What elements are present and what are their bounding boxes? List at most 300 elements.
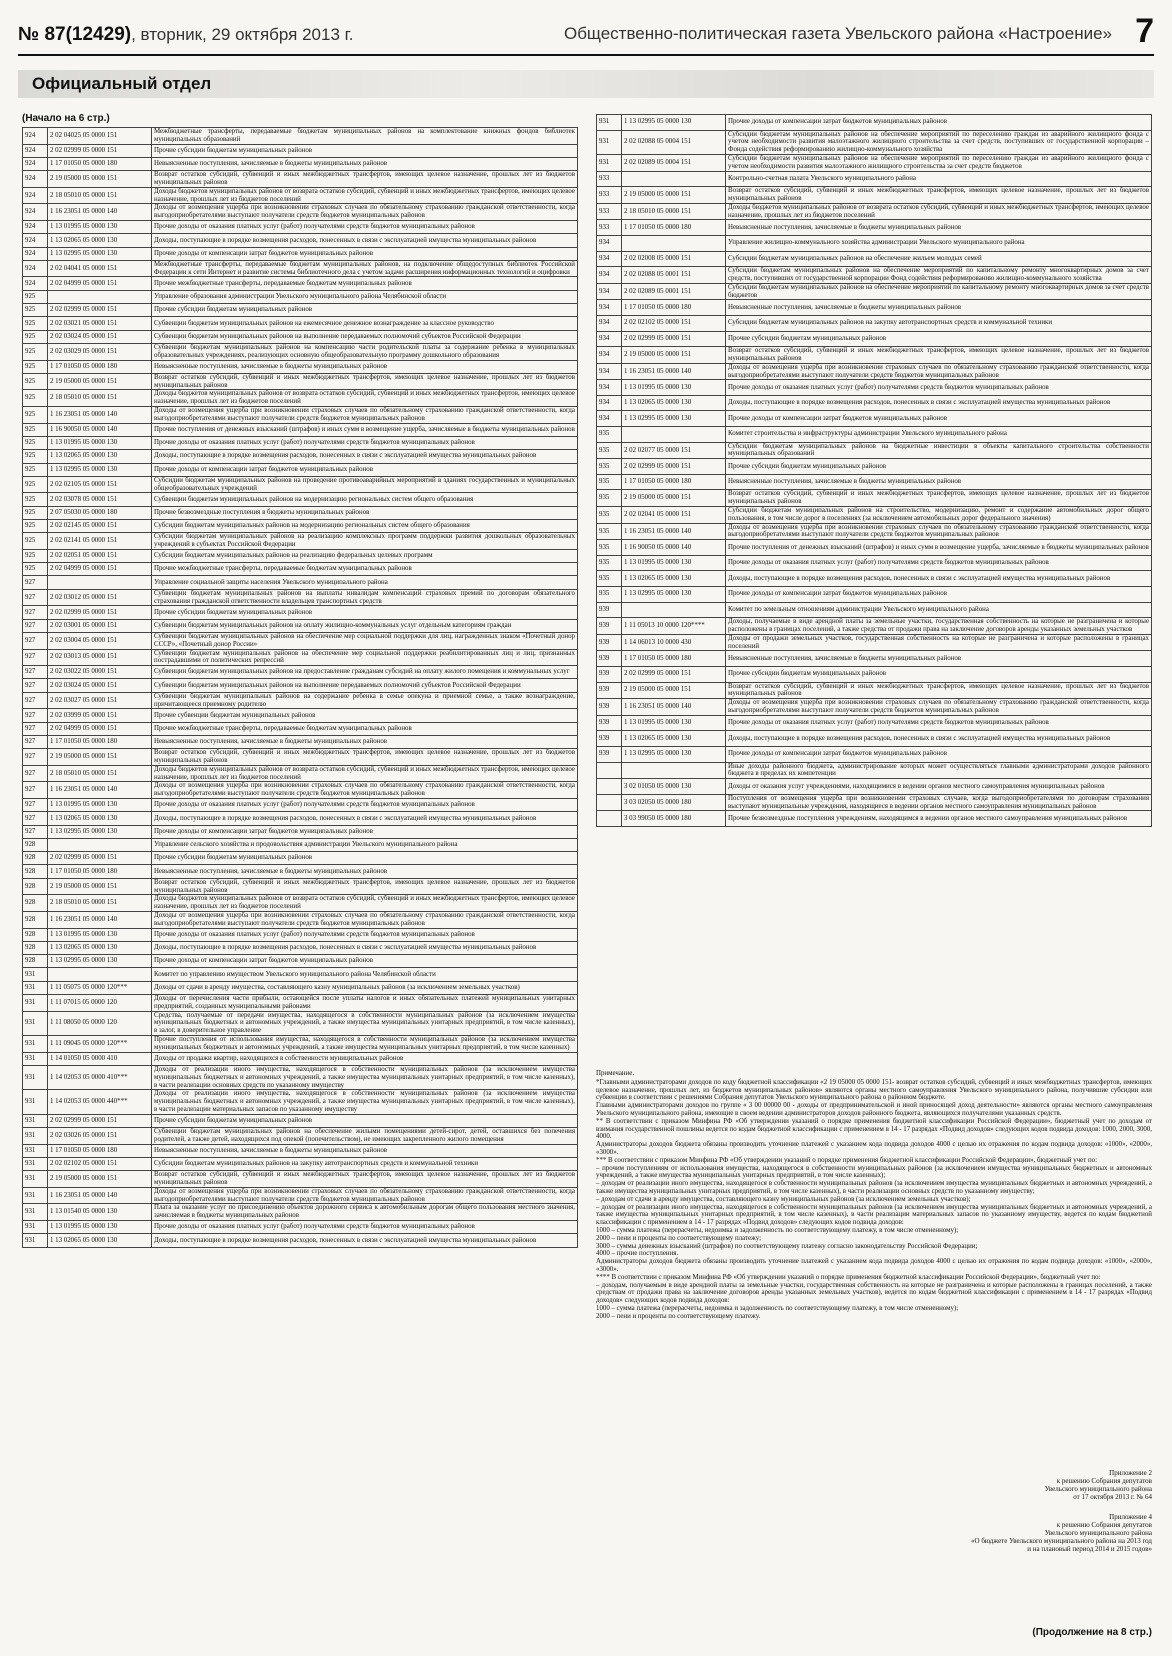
revenue-name: Субвенции бюджетам муниципальных районов на выполнение передаваемых полномочий субъектов Российской Федерации — [152, 330, 578, 343]
revenue-code: 2 18 05010 05 0000 151 — [48, 765, 152, 782]
admin-code: 928 — [23, 911, 48, 928]
admin-code — [597, 762, 622, 779]
revenue-name: Комитет по земельным отношениям администрации Увельского муниципального района — [726, 602, 1152, 618]
revenue-code: 2 02 02999 05 0000 151 — [48, 304, 152, 317]
revenue-code: 1 11 08050 05 0000 120 — [48, 1011, 152, 1035]
admin-code: 934 — [597, 347, 622, 364]
revenue-code: 1 14 02053 05 0000 410*** — [48, 1065, 152, 1089]
admin-code: 928 — [23, 838, 48, 851]
table-row — [597, 187, 1152, 204]
revenue-name: Доходы бюджетов муниципальных районов от возврата остатков субсидий, субвенций и иных межбюджетных трансфертов, имеющих целевое назначение, прошлых лет из бюджетов поселений — [152, 187, 578, 204]
appendix-4-caption — [892, 1513, 1152, 1553]
revenue-name: Доходы от перечисления части прибыли, остающейся после уплаты налогов и иных обязательных платежей муниципальных унитарных предприятий, созданных муниципальными районами — [152, 995, 578, 1012]
revenue-name: Прочие доходы от компенсации затрат бюджетов муниципальных районов — [152, 247, 578, 260]
revenue-name: Управление сельского хозяйства и продовольствия администрации Увельского муниципального района — [152, 838, 578, 851]
revenue-name: Управление жилищно-коммунального хозяйства администрации Увельского муниципального района — [726, 235, 1152, 251]
revenue-code: 1 11 05013 10 0000 120**** — [622, 618, 726, 635]
revenue-name: Доходы от возмещения ущерба при возникновении страховых случаев по обязательному страхованию гражданской ответственности, когда выгодоприобретателями выступают получатели средств бюджетов муниципальных районов — [726, 363, 1152, 380]
revenue-name: Прочие доходы от компенсации затрат бюджетов муниципальных районов — [726, 746, 1152, 762]
revenue-name: Иные доходы районного бюджета, администрирование которых может осуществляться главными администраторами доходов районного бюджета в пределах их компетенции — [726, 762, 1152, 779]
revenue-code: 2 02 03022 05 0000 151 — [48, 666, 152, 679]
revenue-name: Доходы, поступающие в порядке возмещения расходов, понесенных в связи с эксплуатацией имущества муниципальных районов — [726, 395, 1152, 411]
table-row — [597, 363, 1152, 380]
table-row — [597, 715, 1152, 731]
revenue-name: Прочие доходы от оказания платных услуг (работ) получателями средств бюджетов муниципальных районов — [152, 220, 578, 233]
admin-code: 935 — [597, 507, 622, 524]
revenue-code: 2 02 03999 05 0000 151 — [48, 709, 152, 722]
admin-code: 927 — [23, 589, 48, 606]
table-row — [597, 171, 1152, 187]
table-row — [23, 895, 578, 912]
note-paragraph: ** В соответствии с приказом Минфина РФ «Об утверждении указаний о порядке применения бюджетной классификации Российской Федерации», бюджетный учет по доходам от взимания государственной пошлины ведется по кодам бюджетной классификации с применением в 14 - 17 разрядах «Подвид доходов» следующих кодов подвида доходов: 1000, 2000, 3000, 4000. — [596, 1117, 1152, 1141]
revenue-code: 2 02 04999 05 0000 151 — [48, 563, 152, 576]
revenue-code: 2 02 02999 05 0000 151 — [48, 852, 152, 865]
table-row — [23, 390, 578, 407]
revenue-code: 2 02 04041 05 0000 151 — [48, 260, 152, 277]
table-row — [23, 436, 578, 449]
revenue-name: Доходы от возмещения ущерба при возникновении страховых случаев по обязательному страхованию гражданской ответственности, когда выгодоприобретателями выступают получатели средств бюджетов муниципальных районов — [152, 782, 578, 799]
revenue-name: Невыясненные поступления, зачисляемые в бюджеты муниципальных районов — [152, 865, 578, 878]
admin-code: 924 — [23, 277, 48, 290]
revenue-name: Возврат остатков субсидий, субвенций и иных межбюджетных трансфертов, имеющих целевое назначение, прошлых лет из бюджетов муниципальных районов — [726, 682, 1152, 699]
table-row — [23, 1011, 578, 1035]
revenue-name: Плата за оказание услуг по присоединению объектов дорожного сервиса к автомобильным дорогам общего пользования местного значения, зачисляемая в бюджеты муниципальных районов — [152, 1204, 578, 1221]
admin-code: 939 — [597, 731, 622, 747]
table-row — [23, 709, 578, 722]
revenue-name: Прочие доходы от компенсации затрат бюджетов муниципальных районов — [726, 587, 1152, 603]
admin-code: 935 — [597, 427, 622, 443]
revenue-code: 2 02 02999 05 0000 151 — [48, 606, 152, 619]
table-row — [23, 317, 578, 330]
revenue-name: Доходы бюджетов муниципальных районов от возврата остатков субсидий, субвенций и иных межбюджетных трансфертов, имеющих целевое назначение, прошлых лет из бюджетов поселений — [152, 390, 578, 407]
admin-code: 925 — [23, 407, 48, 424]
table-row — [23, 187, 578, 204]
revenue-code: 1 16 23051 05 0000 140 — [622, 523, 726, 540]
admin-code: 935 — [597, 571, 622, 587]
admin-code: 933 — [597, 187, 622, 204]
admin-code: 927 — [23, 782, 48, 799]
table-row — [597, 474, 1152, 490]
admin-code: 925 — [23, 390, 48, 407]
revenue-code: 1 14 02053 05 0000 440*** — [48, 1090, 152, 1114]
revenue-name: Доходы от продажи земельных участков, государственная собственность на которые не разграничена и которые расположены в границах поселений — [726, 634, 1152, 651]
revenue-code: 1 13 02065 05 0000 130 — [622, 731, 726, 747]
revenue-name: Прочие субсидии бюджетам муниципальных районов — [726, 666, 1152, 682]
admin-code: 935 — [597, 540, 622, 556]
revenue-code: 2 19 05000 05 0000 151 — [622, 347, 726, 364]
revenue-name: Возврат остатков субсидий, субвенций и иных межбюджетных трансфертов, имеющих целевое назначение, прошлых лет из бюджетов муниципальных районов — [152, 749, 578, 766]
table-row — [597, 220, 1152, 236]
revenue-name: Невыясненные поступления, зачисляемые в бюджеты муниципальных районов — [152, 360, 578, 373]
revenue-name: Возврат остатков субсидий, субвенций и иных межбюджетных трансфертов, имеющих целевое назначение, прошлых лет из бюджетов муниципальных районов — [152, 1171, 578, 1188]
note-paragraph: 1000 – сумма платежа (перерасчеты, недоимка и задолженность по соответствующему платежу, в том числе отмененному); — [596, 1226, 959, 1234]
admin-code: 928 — [23, 955, 48, 968]
revenue-name: Невыясненные поступления, зачисляемые в бюджеты муниципальных районов — [726, 474, 1152, 490]
admin-code: 927 — [23, 735, 48, 748]
revenue-code — [622, 602, 726, 618]
admin-code: 935 — [597, 474, 622, 490]
note-paragraph: 2000 – пени и проценты по соответствующему платежу. — [596, 1312, 761, 1320]
table-row — [597, 490, 1152, 507]
table-row — [597, 442, 1152, 459]
table-row — [23, 941, 578, 954]
admin-code: 939 — [597, 602, 622, 618]
table-row — [597, 540, 1152, 556]
appendix-line: и на плановый период 2014 и 2015 годов» — [1027, 1545, 1152, 1554]
admin-code: 927 — [23, 749, 48, 766]
admin-code: 931 — [23, 1157, 48, 1170]
admin-code: 925 — [23, 476, 48, 493]
admin-code: 928 — [23, 895, 48, 912]
revenue-code: 1 11 05075 05 0000 120*** — [48, 981, 152, 994]
revenue-name: Невыясненные поступления, зачисляемые в бюджеты муниципальных районов — [726, 300, 1152, 316]
table-row — [23, 234, 578, 247]
revenue-name: Невыясненные поступления, зачисляемые в бюджеты муниципальных районов — [726, 651, 1152, 667]
revenue-name: Возврат остатков субсидий, субвенций и иных межбюджетных трансфертов, имеющих целевое назначение, прошлых лет из бюджетов муниципальных районов — [726, 490, 1152, 507]
table-row — [597, 651, 1152, 667]
revenue-name: Доходы от реализации иного имущества, находящегося в собственности муниципальных районов (за исключением имущества муниципальных бюджетных и автономных учреждений, а также имущества муниципальных унитарных предприятий, в том числе казенных), в части реализации основных средств по указанному имуществу — [152, 1065, 578, 1089]
admin-code: 931 — [23, 1065, 48, 1089]
revenue-name: Прочие поступления от денежных взысканий (штрафов) и иных сумм в возмещение ущерба, зачисляемые в бюджеты муниципальных районов — [152, 423, 578, 436]
table-row — [23, 171, 578, 188]
table-row — [23, 825, 578, 838]
admin-code: 924 — [23, 220, 48, 233]
table-row — [597, 634, 1152, 651]
admin-code: 925 — [23, 330, 48, 343]
revenue-code: 1 13 02995 05 0000 130 — [622, 411, 726, 427]
revenue-name: Субвенции бюджетам муниципальных районов на выполнение передаваемых полномочий субъектов Российской Федерации — [152, 679, 578, 692]
table-row — [23, 157, 578, 170]
admin-code: 925 — [23, 563, 48, 576]
admin-code: 934 — [597, 380, 622, 396]
revenue-name: Прочие доходы от компенсации затрат бюджетов муниципальных районов — [152, 825, 578, 838]
table-row — [597, 762, 1152, 779]
table-row — [23, 128, 578, 145]
note-paragraph: *** В соответствии с приказом Минфина РФ «Об утверждении указаний о порядке применения бюджетной классификации Российской Федерации», бюджетный учет по: — [596, 1156, 1098, 1164]
revenue-code: 2 02 03004 05 0000 151 — [48, 632, 152, 649]
admin-code: 924 — [23, 260, 48, 277]
table-row — [597, 587, 1152, 603]
revenue-name: Доходы от возмещения ущерба при возникновении страховых случаев по обязательному страхованию гражданской ответственности, когда выгодоприобретателями выступают получатели средств бюджетов муниципальных районов — [726, 699, 1152, 716]
table-row — [23, 619, 578, 632]
revenue-name: Прочие безвозмездные поступления в бюджеты муниципальных районов — [152, 506, 578, 519]
admin-code: 924 — [23, 144, 48, 157]
revenue-name: Прочие субсидии бюджетам муниципальных районов — [726, 459, 1152, 475]
revenue-code: 1 13 02995 05 0000 130 — [48, 955, 152, 968]
revenue-code: 2 02 02088 05 0004 151 — [622, 130, 726, 154]
admin-code: 931 — [23, 995, 48, 1012]
admin-code: 939 — [597, 634, 622, 651]
revenue-name: Субвенции бюджетам муниципальных районов на компенсацию части родительской платы за содержание ребенка в муниципальных образовательных учреждениях, реализующих основную общеобразовательную программу дошкольного образования — [152, 343, 578, 360]
revenue-code — [48, 290, 152, 303]
admin-code: 925 — [23, 373, 48, 390]
revenue-codes-table-right — [596, 114, 1152, 827]
continued-from: (Начало на 6 стр.) — [22, 113, 110, 124]
revenue-code: 2 19 05000 05 0000 151 — [48, 1171, 152, 1188]
revenue-code: 1 13 02995 05 0000 130 — [622, 587, 726, 603]
admin-code: 925 — [23, 533, 48, 550]
revenue-code: 3 03 99050 05 0000 180 — [622, 811, 726, 827]
revenue-code: 1 13 02995 05 0000 130 — [622, 746, 726, 762]
revenue-code: 1 14 01050 05 0000 410 — [48, 1052, 152, 1065]
revenue-name: Субсидии бюджетам муниципальных районов на обеспечение мероприятий по переселению граждан из аварийного жилищного фонда с учетом необходимости развития малоэтажного жилищного строительства за счет средств бюджетов — [726, 154, 1152, 171]
revenue-name: Субвенции бюджетам муниципальных районов на обеспечение мер социальной поддержки для лиц, награжденных знаком «Почетный донор СССР», «Почетный донор России» — [152, 632, 578, 649]
revenue-code: 1 13 02065 05 0000 130 — [48, 234, 152, 247]
revenue-code: 1 17 01050 05 0000 180 — [622, 651, 726, 667]
admin-code: 933 — [597, 171, 622, 187]
table-row — [23, 343, 578, 360]
table-row — [23, 290, 578, 303]
admin-code: 934 — [597, 283, 622, 300]
revenue-code: 2 18 05010 05 0000 151 — [622, 203, 726, 220]
revenue-name: Прочие субсидии бюджетам муниципальных районов — [152, 144, 578, 157]
table-row — [23, 330, 578, 343]
issue-info — [18, 24, 354, 46]
admin-code: 931 — [597, 154, 622, 171]
table-row — [23, 666, 578, 679]
note-paragraph: – доходам, получаемым в виде арендной платы за земельные участки, государственная собственность на которые не разграничена и которые расположены в границах поселений, а также средствам от продажи права на заключение договоров аренды указанных земельных участков), ведется по кодам бюджетной классификации с применением в 14 - 17 разрядах «Подвид доходов» следующих кодов подвида доходов: — [596, 1281, 1152, 1305]
admin-code: 939 — [597, 746, 622, 762]
admin-code: 927 — [23, 649, 48, 666]
revenue-code: 2 02 02089 05 0001 151 — [622, 283, 726, 300]
admin-code: 931 — [23, 1114, 48, 1127]
revenue-code: 1 13 02065 05 0000 130 — [48, 1234, 152, 1247]
revenue-name: Комитет по управлению имуществом Увельского муниципального района Челябинской области — [152, 968, 578, 981]
revenue-code: 1 13 02995 05 0000 130 — [622, 115, 726, 131]
table-row — [597, 507, 1152, 524]
revenue-code: 2 18 05010 05 0000 151 — [48, 895, 152, 912]
revenue-name: Доходы от реализации иного имущества, находящегося в собственности муниципальных районов (за исключением имущества муниципальных бюджетных и автономных учреждений, а также имущества муниципальных унитарных предприятий, в том числе казенных), в части реализации материальных запасов по указанному имуществу — [152, 1090, 578, 1114]
admin-code: 939 — [597, 699, 622, 716]
admin-code: 924 — [23, 187, 48, 204]
admin-code: 925 — [23, 519, 48, 532]
admin-code: 924 — [23, 234, 48, 247]
table-row — [23, 144, 578, 157]
note-paragraph: Главными администраторами доходов по группе « 3 00 00000 00 - доходы от предпринимательской и иной приносящей доход деятельности» являются органы местного самоуправления Увельского муниципального района, имеющие в своем ведении администраторов доходов районного бюджета, являющихся получателями указанных средств. — [596, 1102, 1152, 1117]
table-row — [23, 423, 578, 436]
revenue-name: Доходы от возмещения ущерба при возникновении страховых случаев по обязательному страхованию гражданской ответственности, когда выгодоприобретателями выступают получатели средств бюджетов муниципальных районов — [152, 407, 578, 424]
revenue-code: 2 02 02089 05 0004 151 — [622, 154, 726, 171]
issue-date: , вторник, 29 октября 2013 г. — [131, 25, 354, 44]
revenue-name: Прочие субсидии бюджетам муниципальных районов — [152, 304, 578, 317]
revenue-code: 1 14 06013 10 0000 430 — [622, 634, 726, 651]
revenue-name: Субвенции бюджетам муниципальных районов на обеспечение мер социальной поддержки реабилитированных лиц и лиц, признанных пострадавшими от политических репрессий — [152, 649, 578, 666]
revenue-code: 1 16 90050 05 0000 140 — [622, 540, 726, 556]
admin-code: 939 — [597, 666, 622, 682]
table-row — [23, 799, 578, 812]
revenue-name: Субвенции бюджетам муниципальных районов на модернизацию региональных систем общего образования — [152, 493, 578, 506]
table-row — [597, 395, 1152, 411]
revenue-code: 2 02 02141 05 0000 151 — [48, 533, 152, 550]
table-row — [597, 300, 1152, 316]
revenue-code: 1 13 01995 05 0000 130 — [48, 436, 152, 449]
revenue-name: Прочие субсидии бюджетам муниципальных районов — [152, 852, 578, 865]
admin-code: 924 — [23, 204, 48, 221]
revenue-name: Субсидии бюджетам муниципальных районов на реализацию федеральных целевых программ — [152, 549, 578, 562]
revenue-name: Управление социальной защиты населения Увельского муниципального района — [152, 576, 578, 589]
table-row — [597, 746, 1152, 762]
admin-code: 935 — [597, 587, 622, 603]
table-row — [23, 995, 578, 1012]
table-row — [597, 203, 1152, 220]
table-row — [597, 115, 1152, 131]
admin-code: 934 — [597, 395, 622, 411]
page-header — [18, 14, 1154, 56]
table-row — [597, 235, 1152, 251]
revenue-code: 3 02 01050 05 0000 130 — [622, 779, 726, 795]
revenue-code: 1 16 23051 05 0000 140 — [48, 911, 152, 928]
admin-code: 934 — [597, 411, 622, 427]
table-row — [597, 666, 1152, 682]
revenue-name: Прочие доходы от компенсации затрат бюджетов муниципальных районов — [726, 411, 1152, 427]
admin-code: 939 — [597, 682, 622, 699]
table-row — [23, 576, 578, 589]
revenue-code: 1 13 01995 05 0000 130 — [622, 555, 726, 571]
admin-code: 925 — [23, 493, 48, 506]
revenue-code: 1 16 23051 05 0000 140 — [48, 782, 152, 799]
revenue-name: Прочие доходы от оказания платных услуг (работ) получателями средств бюджетов муниципальных районов — [152, 799, 578, 812]
admin-code: 939 — [597, 651, 622, 667]
admin-code: 931 — [23, 1220, 48, 1233]
revenue-code: 2 19 05000 05 0000 151 — [48, 373, 152, 390]
admin-code: 934 — [597, 251, 622, 267]
revenue-code: 1 13 02065 05 0000 130 — [48, 812, 152, 825]
table-row — [597, 427, 1152, 443]
admin-code: 935 — [597, 459, 622, 475]
revenue-name: Прочие доходы от компенсации затрат бюджетов муниципальных районов — [152, 463, 578, 476]
revenue-code: 1 13 02995 05 0000 130 — [48, 463, 152, 476]
revenue-name: Прочие доходы от оказания платных услуг (работ) получателями средств бюджетов муниципальных районов — [152, 928, 578, 941]
revenue-code: 2 02 02105 05 0000 151 — [48, 476, 152, 493]
revenue-name: Прочие доходы от компенсации затрат бюджетов муниципальных районов — [726, 115, 1152, 131]
revenue-name: Прочие доходы от оказания платных услуг (работ) получателями средств бюджетов муниципальных районов — [726, 380, 1152, 396]
revenue-name: Субсидии бюджетам муниципальных районов на закупку автотранспортных средств и коммунальной техники — [726, 315, 1152, 331]
notes — [596, 1070, 1152, 1321]
table-row — [597, 380, 1152, 396]
table-row — [23, 407, 578, 424]
table-row — [23, 277, 578, 290]
admin-code: 931 — [23, 1128, 48, 1145]
note-paragraph: 3000 – суммы денежных взысканий (штрафов) по соответствующему платежу согласно законодательству Российской Федерации; — [596, 1242, 978, 1250]
revenue-name: Субсидии бюджетам муниципальных районов на обеспечение мероприятий по переселению граждан из аварийного жилищного фонда с учетом необходимости развития малоэтажного жилищного строительства за счет средств, поступивших от государственной корпорации – Фонда содействия реформированию жилищно-коммунального хозяйства — [726, 130, 1152, 154]
revenue-name: Доходы бюджетов муниципальных районов от возврата остатков субсидий, субвенций и иных межбюджетных трансфертов, имеющих целевое назначение, прошлых лет из бюджетов поселений — [152, 895, 578, 912]
revenue-code: 1 13 02065 05 0000 130 — [622, 395, 726, 411]
revenue-name: Межбюджетные трансферты, передаваемые бюджетам муниципальных районов на комплектование книжных фондов библиотек муниципальных образований — [152, 128, 578, 145]
admin-code: 925 — [23, 304, 48, 317]
revenue-name: Субсидии бюджетам муниципальных районов на бюджетные инвестиции в объекты капитального строительства собственности муниципальных образований — [726, 442, 1152, 459]
admin-code: 934 — [597, 315, 622, 331]
continued-to: (Продолжение на 8 стр.) — [1032, 1627, 1152, 1638]
revenue-code: 1 17 01050 05 0000 180 — [48, 1144, 152, 1157]
table-row — [23, 765, 578, 782]
admin-code: 934 — [597, 300, 622, 316]
admin-code: 924 — [23, 247, 48, 260]
appendix-line: Увельского муниципального района — [1044, 1485, 1152, 1494]
revenue-name: Управление образования администрации Увельского муниципального района Челябинской области — [152, 290, 578, 303]
revenue-name: Возврат остатков субсидий, субвенций и иных межбюджетных трансфертов, имеющих целевое назначение, прошлых лет из бюджетов муниципальных районов — [152, 373, 578, 390]
revenue-code: 2 02 04025 05 0000 151 — [48, 128, 152, 145]
revenue-code: 1 13 02065 05 0000 130 — [48, 941, 152, 954]
revenue-name: Прочие межбюджетные трансферты, передаваемые бюджетам муниципальных районов — [152, 563, 578, 576]
table-row — [23, 1090, 578, 1114]
revenue-code: 2 19 05000 05 0000 151 — [622, 682, 726, 699]
revenue-code: 2 02 02999 05 0000 151 — [622, 331, 726, 347]
admin-code: 924 — [23, 128, 48, 145]
revenue-code: 2 02 03001 05 0000 151 — [48, 619, 152, 632]
note-paragraph: – доходам от сдачи в аренду имущества, составляющего казну муниципальных районов (за исключением земельных участков); — [596, 1195, 971, 1203]
table-row — [23, 649, 578, 666]
table-row — [23, 865, 578, 878]
admin-code: 933 — [597, 203, 622, 220]
revenue-code: 1 17 01050 05 0000 180 — [622, 300, 726, 316]
admin-code: 934 — [597, 267, 622, 284]
table-row — [597, 555, 1152, 571]
admin-code: 927 — [23, 825, 48, 838]
admin-code — [597, 811, 622, 827]
admin-code: 927 — [23, 679, 48, 692]
revenue-code: 1 13 01995 05 0000 130 — [622, 380, 726, 396]
appendix-line: «О бюджете Увельского муниципального района на 2013 год — [971, 1537, 1152, 1546]
revenue-name: Контрольно-счетная палата Увельского муниципального района — [726, 171, 1152, 187]
revenue-code: 1 11 09045 05 0000 120*** — [48, 1036, 152, 1053]
admin-code: 935 — [597, 442, 622, 459]
revenue-name: Субвенции бюджетам муниципальных районов на оплату жилищно-коммунальных услуг отдельным категориям граждан — [152, 619, 578, 632]
note-paragraph: – доходам от реализации иного имущества, находящегося в собственности муниципальных районов (за исключением имущества муниципальных бюджетных и автономных учреждений, а также имущества муниципальных унитарных предприятий, в том числе казенных), в части реализации основных средств по указанному имуществу; — [596, 1180, 1152, 1195]
admin-code — [597, 794, 622, 811]
revenue-code: 1 13 01995 05 0000 130 — [48, 1220, 152, 1233]
revenue-name: Невыясненные поступления, зачисляемые в бюджеты муниципальных районов — [152, 735, 578, 748]
revenue-name: Прочие доходы от компенсации затрат бюджетов муниципальных районов — [152, 955, 578, 968]
admin-code: 927 — [23, 799, 48, 812]
admin-code: 935 — [597, 523, 622, 540]
table-row — [23, 679, 578, 692]
note-paragraph: 4000 – прочие поступления. — [596, 1250, 679, 1258]
table-row — [23, 476, 578, 493]
revenue-code: 2 02 02145 05 0000 151 — [48, 519, 152, 532]
revenue-name: Субвенции бюджетам муниципальных районов на содержание ребенка в семье опекуна и приемной семье, а также вознаграждение, причитающееся приемному родителю — [152, 692, 578, 709]
revenue-code: 1 16 23051 05 0000 140 — [622, 363, 726, 380]
revenue-name: Прочие субсидии бюджетам муниципальных районов — [152, 606, 578, 619]
table-row — [23, 1144, 578, 1157]
revenue-code: 2 02 03024 05 0000 151 — [48, 330, 152, 343]
revenue-code — [622, 235, 726, 251]
revenue-code: 2 18 05010 05 0000 151 — [48, 390, 152, 407]
table-row — [23, 1052, 578, 1065]
table-row — [23, 955, 578, 968]
admin-code: 927 — [23, 812, 48, 825]
admin-code: 931 — [23, 1052, 48, 1065]
revenue-code: 1 13 01995 05 0000 130 — [48, 799, 152, 812]
table-row — [23, 1114, 578, 1127]
revenue-code: 2 02 02102 05 0000 151 — [622, 315, 726, 331]
table-row — [23, 1157, 578, 1170]
revenue-name: Возврат остатков субсидий, субвенций и иных межбюджетных трансфертов, имеющих целевое назначение, прошлых лет из бюджетов муниципальных районов — [152, 878, 578, 895]
revenue-name: Прочие безвозмездные поступления учреждениям, находящимся в ведении органов местного самоуправления муниципальных районов — [726, 811, 1152, 827]
table-row — [23, 589, 578, 606]
table-row — [23, 1234, 578, 1247]
admin-code: 928 — [23, 852, 48, 865]
table-row — [597, 699, 1152, 716]
revenue-code: 1 13 02065 05 0000 130 — [622, 571, 726, 587]
revenue-name: Прочие поступления от денежных взысканий (штрафов) и иных сумм в возмещение ущерба, зачисляемые в бюджеты муниципальных районов — [726, 540, 1152, 556]
revenue-code: 2 19 05000 05 0000 151 — [48, 749, 152, 766]
admin-code: 939 — [597, 618, 622, 635]
revenue-code — [48, 838, 152, 851]
revenue-code: 2 02 02077 05 0000 151 — [622, 442, 726, 459]
revenue-code: 2 02 02999 05 0000 151 — [622, 666, 726, 682]
table-row — [23, 632, 578, 649]
table-row — [23, 563, 578, 576]
